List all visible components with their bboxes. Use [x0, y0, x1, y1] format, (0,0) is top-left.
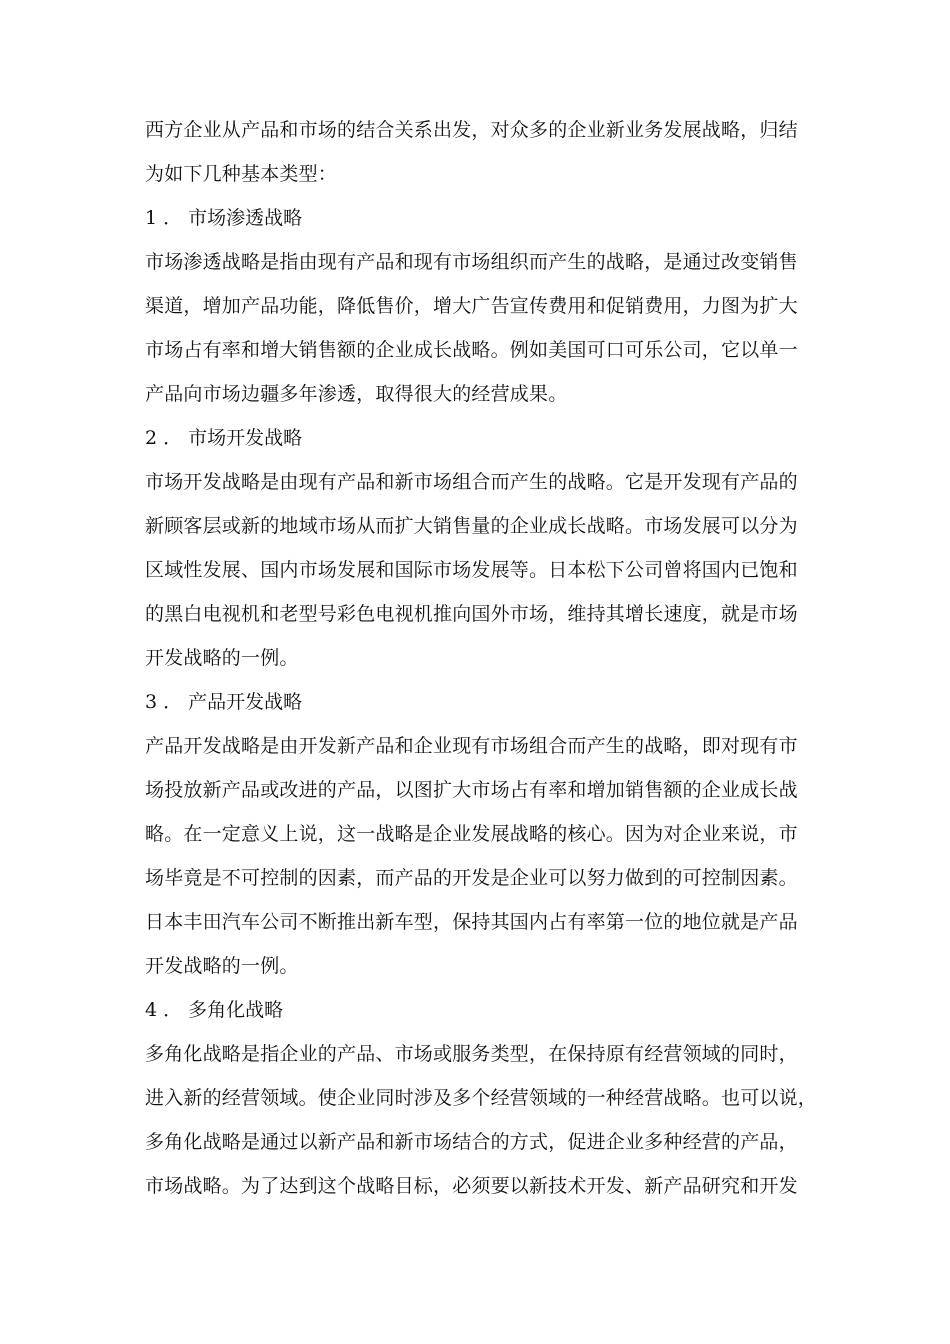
- text-line: 产品向市场边疆多年渗透，取得很大的经营成果。: [145, 383, 568, 405]
- section-product-development: [145, 680, 810, 988]
- section-heading: 2 ． 市场开发战略: [145, 427, 303, 449]
- text-line: 多角化战略是通过以新产品和新市场结合的方式，促进企业多种经营的产品，: [145, 1131, 798, 1153]
- text-line: 日本丰田汽车公司不断推出新车型，保持其国内占有率第一位的地位就是产品: [145, 911, 798, 933]
- text-line: 为如下几种基本类型：: [145, 163, 338, 185]
- text-line: 市场开发战略是由现有产品和新市场组合而产生的战略。它是开发现有产品的: [145, 471, 798, 493]
- text-line: 的黑白电视机和老型号彩色电视机推向国外市场，维持其增长速度，就是市场: [145, 603, 798, 625]
- text-line: 进入新的经营领域。使企业同时涉及多个经营领域的一种经营战略。也可以说，: [145, 1087, 818, 1109]
- section-market-development: [145, 416, 810, 680]
- text-line: 市场渗透战略是指由现有产品和现有市场组织而产生的战略，是通过改变销售: [145, 251, 798, 273]
- text-line: 开发战略的一例。: [145, 955, 299, 977]
- text-line: 区域性发展、国内市场发展和国际市场发展等。日本松下公司曾将国内已饱和: [145, 559, 798, 581]
- section-heading: 1 ． 市场渗透战略: [145, 207, 303, 229]
- text-line: 渠道，增加产品功能，降低售价，增大广告宣传费用和促销费用，力图为扩大: [145, 295, 798, 317]
- section-diversification: [145, 988, 818, 1208]
- text-line: 场投放新产品或改进的产品，以图扩大市场占有率和增加销售额的企业成长战: [145, 779, 798, 801]
- text-line: 场毕竟是不可控制的因素，而产品的开发是企业可以努力做到的可控制因素。: [145, 867, 798, 889]
- section-heading: 3 ． 产品开发战略: [145, 691, 303, 713]
- text-line: 西方企业从产品和市场的结合关系出发，对众多的企业新业务发展战略，归结: [145, 119, 798, 141]
- text-line: 略。在一定意义上说，这一战略是企业发展战略的核心。因为对企业来说，市: [145, 823, 798, 845]
- text-line: 开发战略的一例。: [145, 647, 299, 669]
- intro-paragraph: [145, 108, 810, 196]
- section-heading: 4 ． 多角化战略: [145, 999, 284, 1021]
- text-line: 产品开发战略是由开发新产品和企业现有市场组合而产生的战略，即对现有市: [145, 735, 798, 757]
- section-market-penetration: [145, 196, 810, 416]
- document-page: [145, 108, 818, 1208]
- text-line: 多角化战略是指企业的产品、市场或服务类型，在保持原有经营领域的同时，: [145, 1043, 798, 1065]
- text-line: 市场占有率和增大销售额的企业成长战略。例如美国可口可乐公司，它以单一: [145, 339, 798, 361]
- text-line: 市场战略。为了达到这个战略目标，必须要以新技术开发、新产品研究和开发: [145, 1175, 798, 1197]
- text-line: 新顾客层或新的地域市场从而扩大销售量的企业成长战略。市场发展可以分为: [145, 515, 798, 537]
